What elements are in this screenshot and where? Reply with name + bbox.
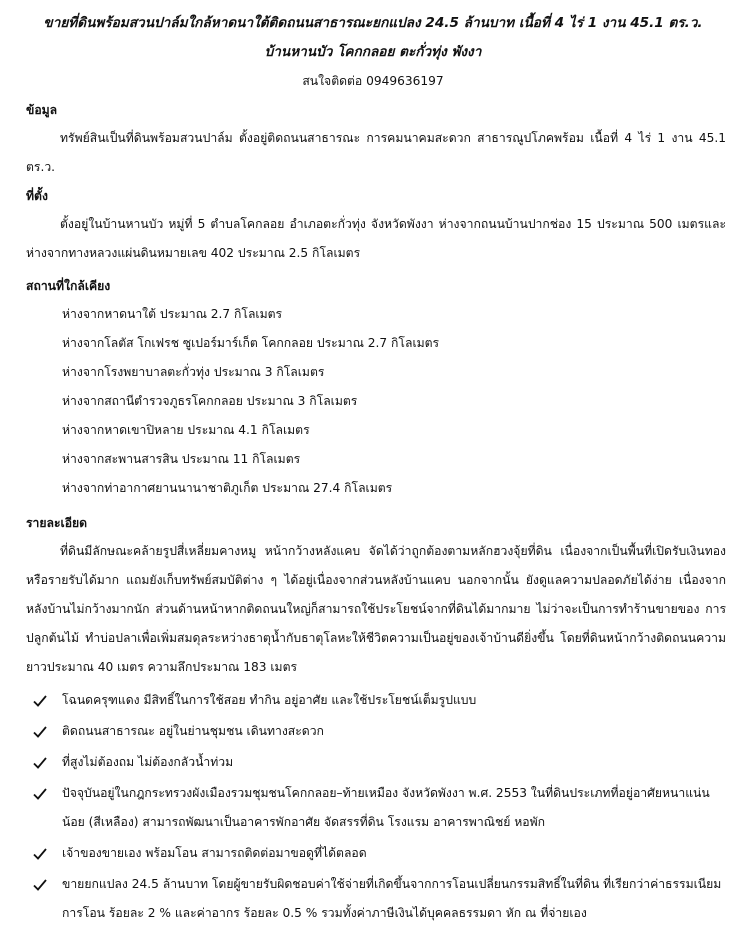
checklist-text: ปัจจุบันอยู่ในกฎกระทรวงผังเมืองรวมชุมชนโคกกลอย–ท้ายเหมือง จังหวัดพังงา พ.ศ. 2553 ในที่ดินประเภทที่อยู่อาศัยหนาแน่นน้อย (สีเหลือง) สามารถพัฒนาเป็นอาคารพักอาศัย จัดสรรที่ดิน โรงแรม อาคารพาณิชย์ หอพัก	[62, 786, 710, 829]
checklist-text: ติดถนนสาธารณะ อยู่ในย่านชุมชน เดินทางสะดวก	[62, 724, 324, 738]
checklist-item	[62, 717, 726, 746]
details-text: ที่ดินมีลักษณะคล้ายรูปสี่เหลี่ยมคางหมู หน้ากว้างหลังแคบ จัดได้ว่าถูกต้องตามหลักฮวงจุ้ยที่ดิน เนื่องจากเป็นพื้นที่เปิดรับเงินทองหรือรายรับได้มาก แถมยังเก็บทรัพย์สมบัติต่าง ๆ ได้อยู่เนื่องจากส่วนหลังบ้านแคบ นอกจากนั้น ยังดูแลความปลอดภัยได้ง่าย เนื่องจากหลังบ้านไม่กว้างมากนัก ส่วนด้านหน้าหากติดถนนใหญ่ก็สามารถใช้ประโยชน์จากที่ดินได้มากมาย ไม่ว่าจะเป็นการทำร้านขายของ การปลูกต้นไม้ ทำบ่อปลาเพื่อเพิ่มสมดุลระหว่างธาตุน้ำกับธาตุโลหะให้ชีวิตความเป็นอยู่ของเจ้าบ้านดียิ่งขึ้น โดยที่ดินหน้ากว้างติดถนนความยาวประมาณ 40 เมตร ความลึกประมาณ 183 เมตร	[26, 544, 726, 674]
nearby-item: ห่างจากหาดเขาปิหลาย ประมาณ 4.1 กิโลเมตร	[62, 423, 310, 437]
checklist-text: เจ้าของขายเอง พร้อมโอน สามารถติดต่อมาขอดูที่ได้ตลอด	[62, 846, 367, 860]
check-mark-icon	[32, 686, 48, 715]
nearby-item: ห่างจากหาดนาใต้ ประมาณ 2.7 กิโลเมตร	[62, 307, 283, 321]
nearby-item: ห่างจากสถานีตำรวจภูธรโคกกลอย ประมาณ 3 กิโลเมตร	[62, 394, 358, 408]
checklist-item	[62, 779, 726, 837]
checklist-item	[62, 839, 726, 868]
location-heading: ที่ตั้ง	[26, 189, 48, 203]
title-line-2: บ้านหานบัว โคกกลอย ตะกั่วทุ่ง พังงา	[264, 44, 482, 60]
nearby-list	[0, 300, 746, 503]
feature-checklist	[0, 686, 746, 928]
nearby-item: ห่างจากท่าอากาศยานนานาชาติภูเก็ต ประมาณ 27.4 กิโลเมตร	[62, 481, 393, 495]
checklist-text: ที่สูงไม่ต้องถม ไม่ต้องกลัวน้ำท่วม	[62, 755, 234, 769]
check-mark-icon	[32, 839, 48, 868]
nearby-heading: สถานที่ใกล้เคียง	[26, 279, 111, 293]
location-text: ตั้งอยู่ในบ้านหานบัว หมู่ที่ 5 ตำบลโคกลอย อำเภอตะกั่วทุ่ง จังหวัดพังงา ห่างจากถนนบ้านปากช่อง 15 ประมาณ 500 เมตรและห่างจากทางหลวงแผ่นดินหมายเลข 402 ประมาณ 2.5 กิโลเมตร	[26, 217, 726, 260]
check-mark-icon	[32, 870, 48, 899]
checklist-item	[62, 870, 726, 928]
nearby-item: ห่างจากโรงพยาบาลตะกั่วทุ่ง ประมาณ 3 กิโลเมตร	[62, 365, 325, 379]
nearby-item: ห่างจากโลตัส โกเฟรช ซูเปอร์มาร์เก็ต โคกกลอย ประมาณ 2.7 กิโลเมตร	[62, 336, 440, 350]
checklist-item	[62, 748, 726, 777]
info-heading: ข้อมูล	[26, 103, 58, 117]
contact-line: สนใจติดต่อ 0949636197	[302, 74, 444, 88]
details-heading: รายละเอียด	[26, 516, 88, 530]
check-mark-icon	[32, 748, 48, 777]
checklist-text: ขายยกแปลง 24.5 ล้านบาท โดยผู้ขายรับผิดชอบค่าใช้จ่ายที่เกิดขึ้นจากการโอนเปลี่ยนกรรมสิทธิ์ในที่ดิน ที่เรียกว่าค่าธรรมเนียมการโอน ร้อยละ 2 % และค่าอากร ร้อยละ 0.5 % รวมทั้งค่าภาษีเงินได้บุคคลธรรมดา หัก ณ ที่จ่ายเอง	[62, 877, 722, 920]
checklist-item	[62, 686, 726, 715]
nearby-item: ห่างจากสะพานสารสิน ประมาณ 11 กิโลเมตร	[62, 452, 301, 466]
check-mark-icon	[32, 717, 48, 746]
checklist-text: โฉนดครุฑแดง มีสิทธิ์ในการใช้สอย ทำกิน อยู่อาศัย และใช้ประโยชน์เต็มรูปแบบ	[62, 693, 477, 707]
info-text: ทรัพย์สินเป็นที่ดินพร้อมสวนปาล์ม ตั้งอยู่ติดถนนสาธารณะ การคมนาคมสะดวก สาธารณูปโภคพร้อม เนื้อที่ 4 ไร่ 1 งาน 45.1 ตร.ว.	[26, 131, 726, 174]
title-line-1: ขายที่ดินพร้อมสวนปาล์มใกล้หาดนาใต้ติดถนนสาธารณะยกแปลง 24.5 ล้านบาท เนื้อที่ 4 ไร่ 1 งาน 45.1 ตร.ว.	[43, 15, 703, 31]
check-mark-icon	[32, 779, 48, 808]
